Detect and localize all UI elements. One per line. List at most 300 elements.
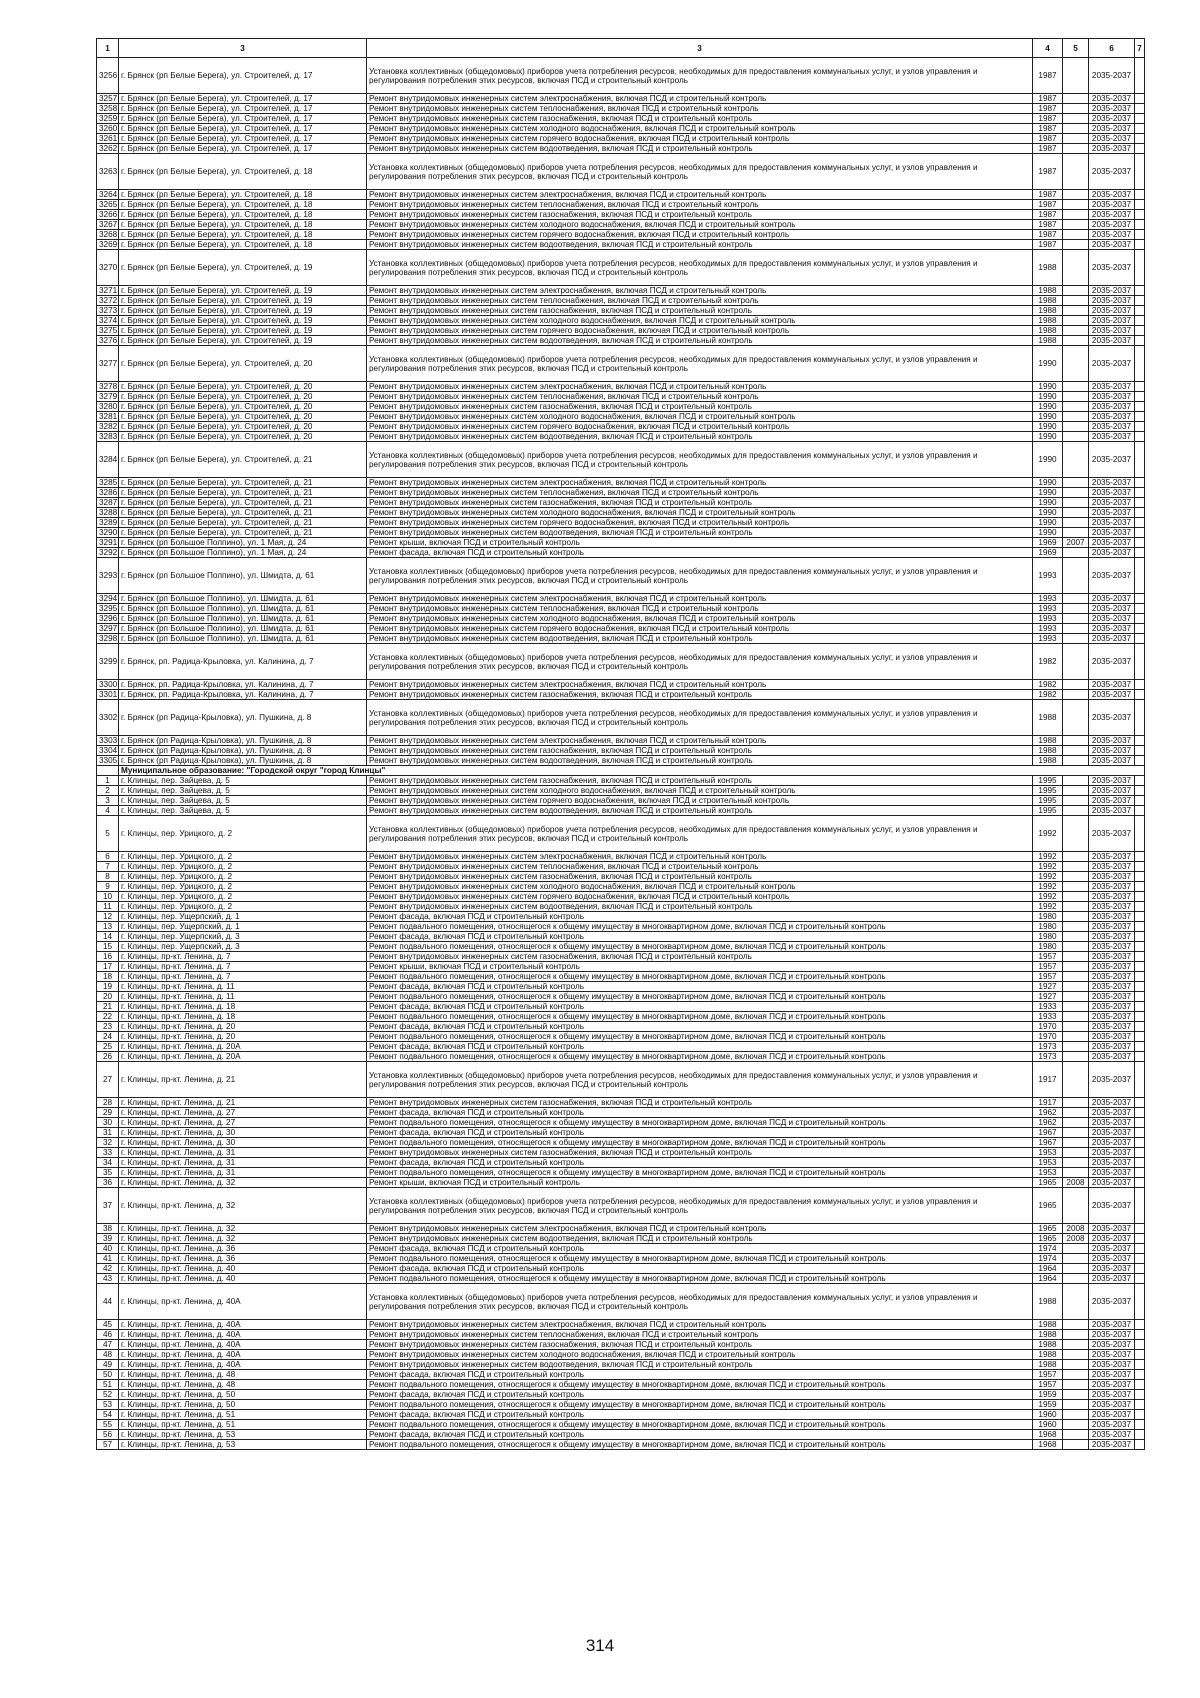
work-type-cell: Ремонт внутридомовых инженерных систем газоснабжения, включая ПСД и строительный контроль [367, 114, 1033, 124]
build-year-cell: 1980 [1033, 932, 1063, 942]
row-number: 3289 [97, 518, 119, 528]
work-type-cell: Ремонт фасада, включая ПСД и строительный контроль [367, 1410, 1033, 1420]
last-repair-year-cell [1063, 230, 1089, 240]
table-row [97, 1244, 1145, 1254]
table-row [97, 508, 1145, 518]
last-repair-year-cell [1063, 624, 1089, 634]
planned-period-cell: 2035-2037 [1089, 872, 1135, 882]
table-row [97, 952, 1145, 962]
work-type-cell: Ремонт фасада, включая ПСД и строительный контроль [367, 1042, 1033, 1052]
last-repair-year-cell [1063, 402, 1089, 412]
empty-cell [1135, 922, 1145, 932]
build-year-cell: 1988 [1033, 286, 1063, 296]
address-cell: г. Клинцы, пр-кт. Ленина, д. 48 [119, 1380, 367, 1390]
repair-schedule-table [96, 38, 1145, 1450]
empty-cell [1135, 250, 1145, 286]
empty-cell [1135, 1440, 1145, 1450]
empty-cell [1135, 210, 1145, 220]
row-number: 12 [97, 912, 119, 922]
build-year-cell: 1987 [1033, 124, 1063, 134]
build-year-cell: 1987 [1033, 190, 1063, 200]
header-cell: 4 [1033, 39, 1063, 58]
work-type-cell: Установка коллективных (общедомовых) приборов учета потребления ресурсов, необходимых для предоставления коммунальных услуг, и узлов управления и регулирования потребления этих ресурсов, включая ПСД и строительный контроль [367, 816, 1033, 852]
last-repair-year-cell [1063, 1138, 1089, 1148]
table-row [97, 690, 1145, 700]
work-type-cell: Ремонт фасада, включая ПСД и строительный контроль [367, 1430, 1033, 1440]
work-type-cell: Ремонт внутридомовых инженерных систем теплоснабжения, включая ПСД и строительный контроль [367, 200, 1033, 210]
build-year-cell: 1987 [1033, 58, 1063, 94]
empty-cell [1135, 124, 1145, 134]
row-number: 34 [97, 1158, 119, 1168]
work-type-cell: Ремонт подвального помещения, относящегося к общему имуществу в многоквартирном доме, включая ПСД и строительный контроль [367, 972, 1033, 982]
build-year-cell: 1927 [1033, 992, 1063, 1002]
build-year-cell: 1957 [1033, 1380, 1063, 1390]
build-year-cell: 1988 [1033, 1284, 1063, 1320]
empty-cell [1135, 690, 1145, 700]
build-year-cell: 1965 [1033, 1224, 1063, 1234]
row-number: 3296 [97, 614, 119, 624]
work-type-cell: Ремонт внутридомовых инженерных систем газоснабжения, включая ПСД и строительный контроль [367, 210, 1033, 220]
build-year-cell: 1995 [1033, 796, 1063, 806]
planned-period-cell: 2035-2037 [1089, 816, 1135, 852]
planned-period-cell: 2035-2037 [1089, 392, 1135, 402]
last-repair-year-cell [1063, 1380, 1089, 1390]
planned-period-cell: 2035-2037 [1089, 1320, 1135, 1330]
build-year-cell: 1987 [1033, 154, 1063, 190]
work-type-cell: Ремонт внутридомовых инженерных систем электроснабжения, включая ПСД и строительный контроль [367, 286, 1033, 296]
build-year-cell: 1957 [1033, 952, 1063, 962]
last-repair-year-cell [1063, 442, 1089, 478]
work-type-cell: Ремонт внутридомовых инженерных систем газоснабжения, включая ПСД и строительный контроль [367, 952, 1033, 962]
planned-period-cell: 2035-2037 [1089, 952, 1135, 962]
table-row [97, 200, 1145, 210]
build-year-cell: 1980 [1033, 922, 1063, 932]
row-number: 3260 [97, 124, 119, 134]
empty-cell [1135, 1188, 1145, 1224]
address-cell: г. Клинцы, пр-кт. Ленина, д. 32 [119, 1188, 367, 1224]
planned-period-cell: 2035-2037 [1089, 316, 1135, 326]
last-repair-year-cell [1063, 796, 1089, 806]
address-cell: г. Брянск (рп Радица-Крыловка), ул. Пушкина, д. 8 [119, 746, 367, 756]
row-number: 3288 [97, 508, 119, 518]
table-row [97, 190, 1145, 200]
planned-period-cell: 2035-2037 [1089, 776, 1135, 786]
address-cell: г. Клинцы, пер. Зайцева, д. 5 [119, 786, 367, 796]
row-number: 35 [97, 1168, 119, 1178]
empty-cell [1135, 230, 1145, 240]
work-type-cell: Ремонт внутридомовых инженерных систем холодного водоснабжения, включая ПСД и строительный контроль [367, 316, 1033, 326]
build-year-cell: 1969 [1033, 538, 1063, 548]
build-year-cell: 1995 [1033, 776, 1063, 786]
empty-cell [1135, 882, 1145, 892]
last-repair-year-cell [1063, 336, 1089, 346]
last-repair-year-cell [1063, 1188, 1089, 1224]
address-cell: г. Брянск (рп Белые Берега), ул. Строителей, д. 18 [119, 220, 367, 230]
work-type-cell: Ремонт внутридомовых инженерных систем водоотведения, включая ПСД и строительный контроль [367, 806, 1033, 816]
work-type-cell: Ремонт внутридомовых инженерных систем теплоснабжения, включая ПСД и строительный контроль [367, 488, 1033, 498]
work-type-cell: Ремонт внутридомовых инженерных систем холодного водоснабжения, включая ПСД и строительный контроль [367, 220, 1033, 230]
table-row [97, 1284, 1145, 1320]
row-number: 3281 [97, 412, 119, 422]
empty-cell [1135, 1022, 1145, 1032]
row-number: 10 [97, 892, 119, 902]
build-year-cell: 1957 [1033, 962, 1063, 972]
planned-period-cell: 2035-2037 [1089, 1390, 1135, 1400]
row-number: 46 [97, 1330, 119, 1340]
planned-period-cell: 2035-2037 [1089, 336, 1135, 346]
table-row [97, 892, 1145, 902]
planned-period-cell: 2035-2037 [1089, 1052, 1135, 1062]
address-cell: г. Клинцы, пр-кт. Ленина, д. 36 [119, 1254, 367, 1264]
row-number: 3264 [97, 190, 119, 200]
table-row [97, 942, 1145, 952]
header-cell: 3 [367, 39, 1033, 58]
address-cell: г. Брянск (рп Белые Берега), ул. Строителей, д. 17 [119, 134, 367, 144]
table-row [97, 1178, 1145, 1188]
build-year-cell: 1982 [1033, 644, 1063, 680]
work-type-cell: Установка коллективных (общедомовых) приборов учета потребления ресурсов, необходимых для предоставления коммунальных услуг, и узлов управления и регулирования потребления этих ресурсов, включая ПСД и строительный контроль [367, 346, 1033, 382]
last-repair-year-cell [1063, 1254, 1089, 1264]
row-number: 3294 [97, 594, 119, 604]
work-type-cell: Установка коллективных (общедомовых) приборов учета потребления ресурсов, необходимых для предоставления коммунальных услуг, и узлов управления и регулирования потребления этих ресурсов, включая ПСД и строительный контроль [367, 58, 1033, 94]
empty-cell [1135, 1380, 1145, 1390]
address-cell: г. Брянск, рп. Радица-Крыловка, ул. Калинина, д. 7 [119, 644, 367, 680]
build-year-cell: 1993 [1033, 624, 1063, 634]
address-cell: г. Клинцы, пр-кт. Ленина, д. 40А [119, 1330, 367, 1340]
planned-period-cell: 2035-2037 [1089, 326, 1135, 336]
build-year-cell: 1988 [1033, 1320, 1063, 1330]
address-cell: г. Брянск (рп Белые Берега), ул. Строителей, д. 20 [119, 382, 367, 392]
build-year-cell: 1990 [1033, 382, 1063, 392]
table-row [97, 548, 1145, 558]
work-type-cell: Ремонт внутридомовых инженерных систем электроснабжения, включая ПСД и строительный контроль [367, 680, 1033, 690]
address-cell: г. Брянск (рп Радица-Крыловка), ул. Пушкина, д. 8 [119, 756, 367, 766]
empty-cell [1135, 1244, 1145, 1254]
last-repair-year-cell [1063, 432, 1089, 442]
address-cell: г. Брянск (рп Белые Берега), ул. Строителей, д. 17 [119, 114, 367, 124]
work-type-cell: Установка коллективных (общедомовых) приборов учета потребления ресурсов, необходимых для предоставления коммунальных услуг, и узлов управления и регулирования потребления этих ресурсов, включая ПСД и строительный контроль [367, 644, 1033, 680]
build-year-cell: 1995 [1033, 786, 1063, 796]
planned-period-cell: 2035-2037 [1089, 922, 1135, 932]
planned-period-cell: 2035-2037 [1089, 644, 1135, 680]
work-type-cell: Ремонт внутридомовых инженерных систем электроснабжения, включая ПСД и строительный контроль [367, 94, 1033, 104]
build-year-cell: 1992 [1033, 862, 1063, 872]
work-type-cell: Ремонт внутридомовых инженерных систем горячего водоснабжения, включая ПСД и строительный контроль [367, 326, 1033, 336]
planned-period-cell: 2035-2037 [1089, 1360, 1135, 1370]
build-year-cell: 1965 [1033, 1188, 1063, 1224]
last-repair-year-cell [1063, 872, 1089, 882]
build-year-cell: 1992 [1033, 816, 1063, 852]
planned-period-cell: 2035-2037 [1089, 1118, 1135, 1128]
table-row [97, 624, 1145, 634]
address-cell: г. Брянск (рп Белые Берега), ул. Строителей, д. 21 [119, 528, 367, 538]
empty-cell [1135, 518, 1145, 528]
work-type-cell: Ремонт внутридомовых инженерных систем горячего водоснабжения, включая ПСД и строительный контроль [367, 518, 1033, 528]
planned-period-cell: 2035-2037 [1089, 306, 1135, 316]
table-row [97, 862, 1145, 872]
planned-period-cell: 2035-2037 [1089, 114, 1135, 124]
work-type-cell: Ремонт внутридомовых инженерных систем водоотведения, включая ПСД и строительный контроль [367, 144, 1033, 154]
work-type-cell: Ремонт внутридомовых инженерных систем горячего водоснабжения, включая ПСД и строительный контроль [367, 422, 1033, 432]
table-row [97, 816, 1145, 852]
address-cell: г. Брянск (рп Большое Полпино), ул. Шмидта, д. 61 [119, 614, 367, 624]
work-type-cell: Ремонт внутридомовых инженерных систем водоотведения, включая ПСД и строительный контроль [367, 756, 1033, 766]
planned-period-cell: 2035-2037 [1089, 250, 1135, 286]
last-repair-year-cell [1063, 422, 1089, 432]
work-type-cell: Ремонт фасада, включая ПСД и строительный контроль [367, 912, 1033, 922]
build-year-cell: 1960 [1033, 1410, 1063, 1420]
empty-cell [1135, 1224, 1145, 1234]
build-year-cell: 1957 [1033, 1370, 1063, 1380]
build-year-cell: 1988 [1033, 316, 1063, 326]
address-cell: г. Брянск (рп Белые Берега), ул. Строителей, д. 17 [119, 104, 367, 114]
address-cell: г. Клинцы, пер. Зайцева, д. 5 [119, 806, 367, 816]
address-cell: г. Брянск, рп. Радица-Крыловка, ул. Калинина, д. 7 [119, 680, 367, 690]
planned-period-cell: 2035-2037 [1089, 296, 1135, 306]
work-type-cell: Ремонт подвального помещения, относящегося к общему имуществу в многоквартирном доме, включая ПСД и строительный контроль [367, 922, 1033, 932]
build-year-cell: 1965 [1033, 1178, 1063, 1188]
table-row [97, 1380, 1145, 1390]
planned-period-cell: 2035-2037 [1089, 498, 1135, 508]
work-type-cell: Установка коллективных (общедомовых) приборов учета потребления ресурсов, необходимых для предоставления коммунальных услуг, и узлов управления и регулирования потребления этих ресурсов, включая ПСД и строительный контроль [367, 558, 1033, 594]
build-year-cell: 1990 [1033, 508, 1063, 518]
last-repair-year-cell [1063, 594, 1089, 604]
row-number: 37 [97, 1188, 119, 1224]
row-number: 28 [97, 1098, 119, 1108]
address-cell: г. Клинцы, пр-кт. Ленина, д. 21 [119, 1062, 367, 1098]
table-row [97, 1340, 1145, 1350]
table-row [97, 1032, 1145, 1042]
address-cell: г. Брянск (рп Белые Берега), ул. Строителей, д. 21 [119, 488, 367, 498]
work-type-cell: Ремонт подвального помещения, относящегося к общему имуществу в многоквартирном доме, включая ПСД и строительный контроль [367, 1138, 1033, 1148]
table-row [97, 1108, 1145, 1118]
row-number: 3265 [97, 200, 119, 210]
build-year-cell: 1988 [1033, 326, 1063, 336]
row-number: 55 [97, 1420, 119, 1430]
header-cell: 7 [1135, 39, 1145, 58]
address-cell: г. Брянск (рп Белые Берега), ул. Строителей, д. 19 [119, 286, 367, 296]
empty-cell [1135, 1062, 1145, 1098]
last-repair-year-cell: 2008 [1063, 1234, 1089, 1244]
address-cell: г. Брянск (рп Белые Берега), ул. Строителей, д. 18 [119, 240, 367, 250]
empty-cell [1135, 806, 1145, 816]
last-repair-year-cell [1063, 114, 1089, 124]
last-repair-year-cell [1063, 776, 1089, 786]
planned-period-cell: 2035-2037 [1089, 286, 1135, 296]
build-year-cell: 1990 [1033, 392, 1063, 402]
row-number: 38 [97, 1224, 119, 1234]
build-year-cell: 1964 [1033, 1274, 1063, 1284]
planned-period-cell: 2035-2037 [1089, 1370, 1135, 1380]
empty-cell [1135, 852, 1145, 862]
work-type-cell: Ремонт внутридомовых инженерных систем электроснабжения, включая ПСД и строительный контроль [367, 736, 1033, 746]
address-cell: г. Брянск (рп Белые Берега), ул. Строителей, д. 20 [119, 402, 367, 412]
build-year-cell: 1967 [1033, 1128, 1063, 1138]
empty-cell [1135, 932, 1145, 942]
empty-cell [1135, 1128, 1145, 1138]
table-row [97, 94, 1145, 104]
table-row [97, 240, 1145, 250]
empty-cell [1135, 644, 1145, 680]
table-row [97, 1148, 1145, 1158]
row-number: 3 [97, 796, 119, 806]
empty-cell [1135, 316, 1145, 326]
last-repair-year-cell [1063, 1158, 1089, 1168]
work-type-cell: Ремонт подвального помещения, относящегося к общему имуществу в многоквартирном доме, включая ПСД и строительный контроль [367, 1380, 1033, 1390]
row-number: 3285 [97, 478, 119, 488]
work-type-cell: Установка коллективных (общедомовых) приборов учета потребления ресурсов, необходимых для предоставления коммунальных услуг, и узлов управления и регулирования потребления этих ресурсов, включая ПСД и строительный контроль [367, 1284, 1033, 1320]
planned-period-cell: 2035-2037 [1089, 220, 1135, 230]
empty-cell [1135, 538, 1145, 548]
row-number: 3279 [97, 392, 119, 402]
table-row [97, 558, 1145, 594]
last-repair-year-cell [1063, 1022, 1089, 1032]
last-repair-year-cell [1063, 992, 1089, 1002]
address-cell: г. Клинцы, пр-кт. Ленина, д. 31 [119, 1168, 367, 1178]
address-cell: г. Клинцы, пр-кт. Ленина, д. 11 [119, 992, 367, 1002]
build-year-cell: 1992 [1033, 852, 1063, 862]
planned-period-cell: 2035-2037 [1089, 1022, 1135, 1032]
work-type-cell: Ремонт внутридомовых инженерных систем газоснабжения, включая ПСД и строительный контроль [367, 776, 1033, 786]
build-year-cell: 1969 [1033, 548, 1063, 558]
last-repair-year-cell [1063, 1390, 1089, 1400]
address-cell: г. Клинцы, пр-кт. Ленина, д. 11 [119, 982, 367, 992]
empty-cell [1135, 104, 1145, 114]
last-repair-year-cell [1063, 932, 1089, 942]
work-type-cell: Ремонт внутридомовых инженерных систем горячего водоснабжения, включая ПСД и строительный контроль [367, 892, 1033, 902]
last-repair-year-cell [1063, 1370, 1089, 1380]
planned-period-cell: 2035-2037 [1089, 1178, 1135, 1188]
empty-cell [1135, 962, 1145, 972]
work-type-cell: Ремонт фасада, включая ПСД и строительный контроль [367, 1390, 1033, 1400]
last-repair-year-cell [1063, 1168, 1089, 1178]
address-cell: г. Клинцы, пр-кт. Ленина, д. 31 [119, 1148, 367, 1158]
empty-cell [1135, 982, 1145, 992]
work-type-cell: Ремонт внутридомовых инженерных систем газоснабжения, включая ПСД и строительный контроль [367, 306, 1033, 316]
work-type-cell: Ремонт внутридомовых инженерных систем электроснабжения, включая ПСД и строительный контроль [367, 1320, 1033, 1330]
work-type-cell: Ремонт внутридомовых инженерных систем водоотведения, включая ПСД и строительный контроль [367, 240, 1033, 250]
table-row [97, 382, 1145, 392]
empty-cell [1135, 1400, 1145, 1410]
empty-cell [1135, 1390, 1145, 1400]
last-repair-year-cell [1063, 1410, 1089, 1420]
work-type-cell: Ремонт внутридомовых инженерных систем электроснабжения, включая ПСД и строительный контроль [367, 594, 1033, 604]
table-row [97, 604, 1145, 614]
last-repair-year-cell [1063, 498, 1089, 508]
planned-period-cell: 2035-2037 [1089, 852, 1135, 862]
empty-cell [1135, 478, 1145, 488]
row-number: 3299 [97, 644, 119, 680]
empty-cell [1135, 1118, 1145, 1128]
work-type-cell: Ремонт внутридомовых инженерных систем теплоснабжения, включая ПСД и строительный контроль [367, 1330, 1033, 1340]
address-cell: г. Брянск (рп Белые Берега), ул. Строителей, д. 19 [119, 336, 367, 346]
empty-cell [1135, 624, 1145, 634]
table-row [97, 1360, 1145, 1370]
build-year-cell: 1990 [1033, 518, 1063, 528]
planned-period-cell: 2035-2037 [1089, 1274, 1135, 1284]
last-repair-year-cell [1063, 604, 1089, 614]
planned-period-cell: 2035-2037 [1089, 942, 1135, 952]
empty-cell [1135, 1032, 1145, 1042]
last-repair-year-cell [1063, 392, 1089, 402]
address-cell: г. Клинцы, пер. Зайцева, д. 5 [119, 776, 367, 786]
planned-period-cell: 2035-2037 [1089, 528, 1135, 538]
empty-cell [1135, 1148, 1145, 1158]
work-type-cell: Ремонт подвального помещения, относящегося к общему имуществу в многоквартирном доме, включая ПСД и строительный контроль [367, 1118, 1033, 1128]
table-row [97, 326, 1145, 336]
table-row [97, 796, 1145, 806]
build-year-cell: 1927 [1033, 982, 1063, 992]
build-year-cell: 1917 [1033, 1062, 1063, 1098]
work-type-cell: Установка коллективных (общедомовых) приборов учета потребления ресурсов, необходимых для предоставления коммунальных услуг, и узлов управления и регулирования потребления этих ресурсов, включая ПСД и строительный контроль [367, 1062, 1033, 1098]
table-row [97, 392, 1145, 402]
work-type-cell: Ремонт внутридомовых инженерных систем горячего водоснабжения, включая ПСД и строительный контроль [367, 134, 1033, 144]
address-cell: г. Брянск (рп Белые Берега), ул. Строителей, д. 20 [119, 346, 367, 382]
work-type-cell: Ремонт внутридомовых инженерных систем теплоснабжения, включая ПСД и строительный контроль [367, 104, 1033, 114]
work-type-cell: Ремонт фасада, включая ПСД и строительный контроль [367, 548, 1033, 558]
planned-period-cell: 2035-2037 [1089, 1440, 1135, 1450]
row-number: 44 [97, 1284, 119, 1320]
last-repair-year-cell [1063, 1148, 1089, 1158]
address-cell: г. Брянск (рп Белые Берега), ул. Строителей, д. 17 [119, 58, 367, 94]
row-number: 27 [97, 1062, 119, 1098]
build-year-cell: 1988 [1033, 1340, 1063, 1350]
row-number: 3303 [97, 736, 119, 746]
row-number: 3291 [97, 538, 119, 548]
work-type-cell: Ремонт внутридомовых инженерных систем горячего водоснабжения, включая ПСД и строительный контроль [367, 796, 1033, 806]
row-number: 3283 [97, 432, 119, 442]
table-row [97, 286, 1145, 296]
address-cell: г. Брянск (рп Белые Берега), ул. Строителей, д. 19 [119, 250, 367, 286]
work-type-cell: Ремонт подвального помещения, относящегося к общему имуществу в многоквартирном доме, включая ПСД и строительный контроль [367, 1440, 1033, 1450]
build-year-cell: 1988 [1033, 736, 1063, 746]
table-row [97, 1400, 1145, 1410]
empty-cell [1135, 432, 1145, 442]
address-cell: г. Клинцы, пр-кт. Ленина, д. 32 [119, 1234, 367, 1244]
build-year-cell: 1959 [1033, 1400, 1063, 1410]
build-year-cell: 1988 [1033, 1350, 1063, 1360]
table-row [97, 932, 1145, 942]
planned-period-cell: 2035-2037 [1089, 1042, 1135, 1052]
last-repair-year-cell [1063, 558, 1089, 594]
row-number: 3278 [97, 382, 119, 392]
address-cell: г. Клинцы, пр-кт. Ленина, д. 20А [119, 1052, 367, 1062]
address-cell: г. Брянск (рп Радица-Крыловка), ул. Пушкина, д. 8 [119, 700, 367, 736]
empty-cell [1135, 1340, 1145, 1350]
table-body [97, 58, 1145, 1450]
row-number: 3258 [97, 104, 119, 114]
build-year-cell: 1987 [1033, 104, 1063, 114]
work-type-cell: Ремонт внутридомовых инженерных систем газоснабжения, включая ПСД и строительный контроль [367, 498, 1033, 508]
planned-period-cell: 2035-2037 [1089, 1264, 1135, 1274]
address-cell: г. Клинцы, пр-кт. Ленина, д. 7 [119, 952, 367, 962]
planned-period-cell: 2035-2037 [1089, 144, 1135, 154]
row-number: 33 [97, 1148, 119, 1158]
last-repair-year-cell [1063, 816, 1089, 852]
planned-period-cell: 2035-2037 [1089, 962, 1135, 972]
empty-cell [1135, 1002, 1145, 1012]
address-cell: г. Брянск (рп Большое Полпино), ул. 1 Мая, д. 24 [119, 538, 367, 548]
table-row [97, 872, 1145, 882]
work-type-cell: Ремонт внутридомовых инженерных систем водоотведения, включая ПСД и строительный контроль [367, 432, 1033, 442]
address-cell: г. Клинцы, пер. Зайцева, д. 5 [119, 796, 367, 806]
address-cell: г. Клинцы, пр-кт. Ленина, д. 40А [119, 1284, 367, 1320]
address-cell: г. Клинцы, пр-кт. Ленина, д. 53 [119, 1440, 367, 1450]
table-row [97, 134, 1145, 144]
planned-period-cell: 2035-2037 [1089, 508, 1135, 518]
row-number: 29 [97, 1108, 119, 1118]
last-repair-year-cell [1063, 346, 1089, 382]
